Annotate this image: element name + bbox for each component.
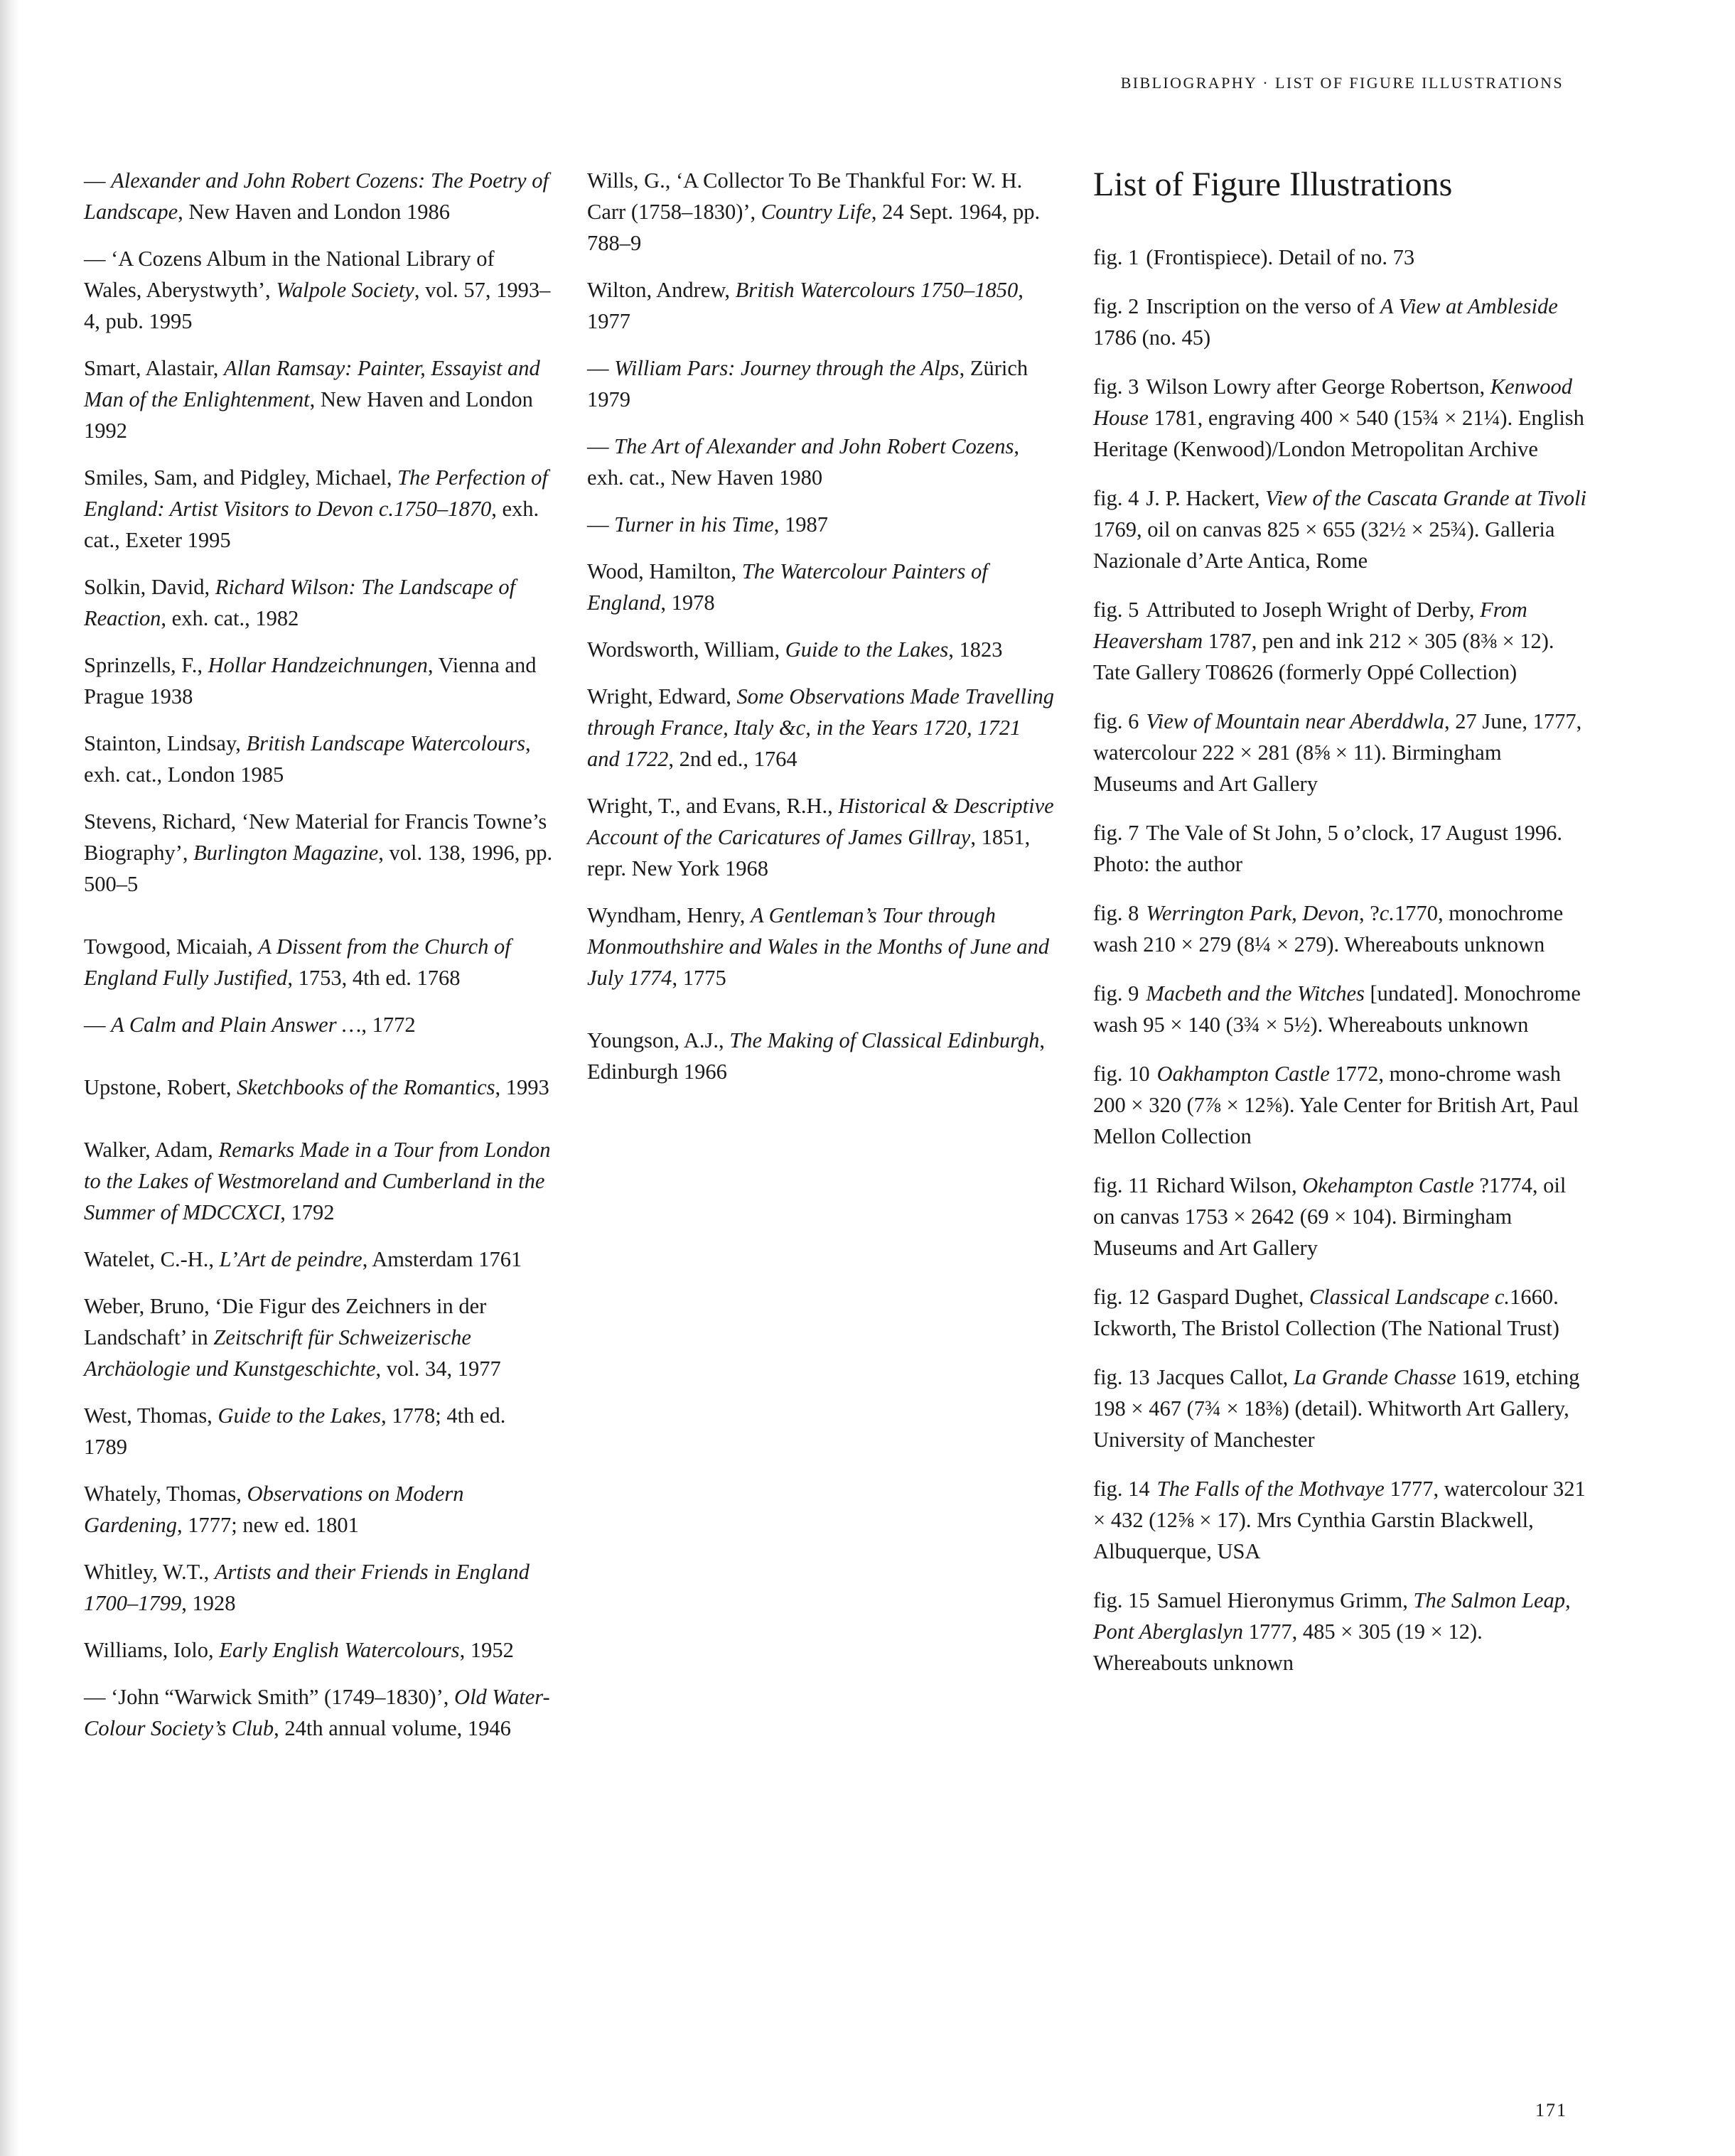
entry-text: , Edinburgh 1966 <box>587 1028 1045 1084</box>
bibliography-entry <box>587 556 1056 618</box>
figure-entry <box>1093 1281 1591 1344</box>
entry-text: , Amsterdam 1761 <box>362 1247 522 1271</box>
italic-title: The Salmon Leap, Pont Aberglaslyn <box>1093 1588 1571 1644</box>
italic-title: View of Mountain near Aberddwla <box>1146 709 1445 733</box>
entry-text: — <box>84 1013 112 1037</box>
figure-number: fig. 12 <box>1093 1285 1150 1309</box>
italic-title: From Heaversham <box>1093 598 1527 653</box>
italic-title: Zeitschrift für Schweizerische Archäologie und Kunstgeschichte <box>84 1325 471 1381</box>
entry-text: , exh. cat., 1982 <box>161 606 299 630</box>
bibliography-entry <box>587 274 1056 337</box>
figure-entry <box>1093 898 1591 960</box>
figure-number: fig. 5 <box>1093 598 1139 622</box>
italic-title: A View at Ambleside <box>1380 294 1558 318</box>
entry-text: , 1851, repr. New York 1968 <box>587 825 1031 880</box>
figure-entry <box>1093 1362 1591 1455</box>
italic-title: The Making of Classical Edinburgh <box>729 1028 1040 1052</box>
entry-text: Richard Wilson, <box>1156 1173 1303 1197</box>
figure-list-column <box>1093 165 1591 1696</box>
figure-entry <box>1093 371 1591 465</box>
bibliography-entry <box>587 509 1056 540</box>
entry-text: Wright, T., and Evans, R.H., <box>587 794 839 818</box>
entry-text: Inscription on the verso of <box>1146 294 1380 318</box>
entry-text: Solkin, David, <box>84 575 215 599</box>
entry-text: Jacques Callot, <box>1156 1365 1294 1389</box>
entry-text: , vol. 57, 1993–4, pub. 1995 <box>84 278 551 333</box>
entry-text: Williams, Iolo, <box>84 1638 220 1662</box>
bibliography-entry <box>587 165 1056 259</box>
bibliography-entry <box>84 1072 553 1103</box>
entry-text: , 1928 <box>181 1591 236 1615</box>
entry-text: 1777, 485 × 305 (19 × 12). Whereabouts unknown <box>1093 1619 1483 1675</box>
page-number: 171 <box>1535 2100 1567 2120</box>
bibliography-entry <box>84 1400 553 1462</box>
entry-text: 1769, oil on canvas 825 × 655 (32½ × 25¾). Galleria Nazionale d’Arte Antica, Rome <box>1093 517 1555 573</box>
entry-text: , 1952 <box>459 1638 514 1662</box>
page-gutter-shadow <box>0 0 20 2156</box>
entry-text: 1777, watercolour 321 × 432 (12⅝ × 17). Mrs Cynthia Garstin Blackwell, Albuquerque, USA <box>1093 1477 1586 1563</box>
figure-number: fig. 2 <box>1093 294 1139 318</box>
bibliography-entry <box>587 900 1056 993</box>
entry-text: , 24th annual volume, 1946 <box>274 1716 511 1740</box>
italic-title: Artists and their Friends in England 1700–1799 <box>84 1560 530 1615</box>
figure-entry <box>1093 706 1591 799</box>
entry-text: Samuel Hieronymus Grimm, <box>1156 1588 1414 1612</box>
italic-title: Allan Ramsay: Painter, Essayist and Man of the Enlightenment <box>84 356 540 411</box>
entry-text: , exh. cat., London 1985 <box>84 731 531 787</box>
italic-title: The Watercolour Painters of England <box>587 559 988 615</box>
figure-number: fig. 11 <box>1093 1173 1149 1197</box>
italic-title: A Gentleman’s Tour through Monmouthshire and Wales in the Months of June and July 1774 <box>587 903 1050 990</box>
entry-text: , 1778; 4th ed. 1789 <box>84 1403 506 1459</box>
entry-text: — ‘John “Warwick Smith” (1749–1830)’, <box>84 1685 455 1709</box>
figure-number: fig. 8 <box>1093 901 1139 925</box>
entry-text: Wordsworth, William, <box>587 637 785 662</box>
italic-title: Okehampton Castle <box>1302 1173 1474 1197</box>
italic-title: The Perfection of England: Artist Visitors to Devon c.1750–1870 <box>84 465 548 521</box>
bibliography-entry <box>587 352 1056 415</box>
bibliography-entry <box>84 352 553 446</box>
entry-text: , New Haven and London 1986 <box>178 200 451 224</box>
italic-title: La Grande Chasse <box>1293 1365 1456 1389</box>
bibliography-entry <box>84 650 553 712</box>
figure-entry <box>1093 1585 1591 1678</box>
figure-number: fig. 9 <box>1093 981 1139 1006</box>
entry-text: , 1993 <box>495 1075 549 1099</box>
figure-number: fig. 4 <box>1093 486 1139 510</box>
italic-title: Early English Watercolours <box>219 1638 460 1662</box>
italic-title: Kenwood House <box>1093 374 1573 430</box>
italic-title: Historical & Descriptive Account of the Caricatures of James Gillray <box>587 794 1054 849</box>
entry-text: , ? <box>1359 901 1380 925</box>
figure-number: fig. 3 <box>1093 374 1139 399</box>
figure-number: fig. 14 <box>1093 1477 1150 1501</box>
figure-entry <box>1093 483 1591 576</box>
figure-entry <box>1093 1170 1591 1263</box>
entry-text: Smart, Alastair, <box>84 356 224 380</box>
entry-text: Weber, Bruno, ‘Die Figur des Zeichners in der Landschaft’ in <box>84 1294 487 1349</box>
figure-number: fig. 1 <box>1093 245 1139 269</box>
entry-text: , vol. 34, 1977 <box>375 1357 501 1381</box>
italic-title: c. <box>1379 901 1395 925</box>
entry-text: Attributed to Joseph Wright of Derby, <box>1146 598 1481 622</box>
italic-title: Turner in his Time <box>614 512 774 537</box>
bibliography-entry <box>84 1556 553 1619</box>
bibliography-entry <box>84 243 553 337</box>
entry-text: Wills, G., ‘A Collector To Be Thankful For: W. H. Carr (1758–1830)’, <box>587 168 1023 224</box>
italic-title: The Falls of the Mothvaye <box>1156 1477 1385 1501</box>
entry-text: The Vale of St John, 5 o’clock, 17 August 1996. Photo: the author <box>1093 821 1563 876</box>
entry-text: Watelet, C.-H., <box>84 1247 220 1271</box>
bibliography-entry <box>84 728 553 790</box>
figure-number: fig. 7 <box>1093 821 1139 845</box>
bibliography-entry <box>84 1009 553 1040</box>
figure-number: fig. 10 <box>1093 1062 1150 1086</box>
entry-text: 1770, monochrome wash 210 × 279 (8¼ × 279). Whereabouts unknown <box>1093 901 1564 956</box>
entry-text: West, Thomas, <box>84 1403 218 1428</box>
bibliography-entry <box>84 1244 553 1275</box>
italic-title: Alexander and John Robert Cozens: The Poetry of Landscape <box>84 168 549 224</box>
italic-title: L’Art de peindre <box>219 1247 362 1271</box>
entry-text: Upstone, Robert, <box>84 1075 237 1099</box>
section-title: List of Figure Illustrations <box>1093 166 1453 203</box>
italic-title: Walpole Society <box>276 278 414 302</box>
entry-text: , 1775 <box>672 966 726 990</box>
bibliography-entry <box>84 1634 553 1666</box>
italic-title: British Landscape Watercolours <box>246 731 526 755</box>
entry-text: Wyndham, Henry, <box>587 903 751 927</box>
entry-text: , 1792 <box>280 1200 335 1224</box>
entry-text: , New Haven and London 1992 <box>84 387 533 443</box>
entry-text: — <box>84 168 112 193</box>
entry-text: , 1753, 4th ed. 1768 <box>287 966 461 990</box>
italic-title: Old Water-Colour Society’s Club <box>84 1685 550 1740</box>
italic-title: Guide to the Lakes <box>785 637 949 662</box>
entry-text: 1660. Ickworth, The Bristol Collection (The National Trust) <box>1093 1285 1559 1340</box>
italic-title: Werrington Park, Devon <box>1146 901 1359 925</box>
figure-entry <box>1093 1473 1591 1567</box>
entry-text: Stainton, Lindsay, <box>84 731 247 755</box>
bibliography-entry <box>84 806 553 900</box>
italic-title: Country Life <box>761 200 871 224</box>
figure-entry <box>1093 291 1591 353</box>
italic-title: A Calm and Plain Answer … <box>111 1013 362 1037</box>
entry-text: , 1772 <box>361 1013 416 1037</box>
figure-list <box>1093 242 1591 1678</box>
bibliography-entry <box>587 634 1056 665</box>
figure-number: fig. 6 <box>1093 709 1139 733</box>
figure-entry <box>1093 978 1591 1040</box>
bibliography-entry <box>84 1290 553 1384</box>
entry-text: , exh. cat., Exeter 1995 <box>84 497 539 552</box>
italic-title: Oakhampton Castle <box>1156 1062 1330 1086</box>
entry-text: Sprinzells, F., <box>84 653 208 677</box>
entry-text: Whitley, W.T., <box>84 1560 215 1584</box>
entry-text: , 1823 <box>948 637 1003 662</box>
entry-text: , vol. 138, 1996, pp. 500–5 <box>84 841 553 896</box>
italic-title: Richard Wilson: The Landscape of Reaction <box>84 575 516 630</box>
bibliography-entry <box>587 790 1056 884</box>
entry-text: 1781, engraving 400 × 540 (15¾ × 21¼). English Heritage (Kenwood)/London Metropolitan Archive <box>1093 406 1584 461</box>
bibliography-entry <box>84 1134 553 1228</box>
bibliography-entry <box>587 1025 1056 1087</box>
entry-text: , Zürich 1979 <box>587 356 1028 411</box>
entry-text: Wright, Edward, <box>587 684 737 708</box>
italic-title: Remarks Made in a Tour from London to the Lakes of Westmoreland and Cumberland in the Summer of MDCCXCI <box>84 1138 551 1224</box>
figure-number: fig. 13 <box>1093 1365 1150 1389</box>
entry-text: , 24 Sept. 1964, pp. 788–9 <box>587 200 1041 255</box>
entry-text: ?1774, oil on canvas 1753 × 2642 (69 × 104). Birmingham Museums and Art Gallery <box>1093 1173 1567 1260</box>
bibliography-entry <box>84 165 553 227</box>
entry-text: Youngson, A.J., <box>587 1028 730 1052</box>
entry-text: [undated]. Monochrome wash 95 × 140 (3¾ × 5½). Whereabouts unknown <box>1093 981 1581 1037</box>
entry-text: Stevens, Richard, ‘New Material for Francis Towne’s Biography’, <box>84 809 547 865</box>
entry-text: , 1987 <box>773 512 828 537</box>
entry-text: — <box>587 512 615 537</box>
entry-text: — ‘A Cozens Album in the National Library of Wales, Aberystwyth’, <box>84 247 495 302</box>
entry-text: 1787, pen and ink 212 × 305 (8⅜ × 12). Tate Gallery T08626 (formerly Oppé Collection) <box>1093 629 1554 684</box>
italic-title: Some Observations Made Travelling through France, Italy &c, in the Years 1720, 1721 and 1722 <box>587 684 1054 771</box>
entry-text: 1619, etching 198 × 467 (7¾ × 18⅜) (detail). Whitworth Art Gallery, University of Manchester <box>1093 1365 1580 1452</box>
figure-entry <box>1093 817 1591 880</box>
entry-text: (Frontispiece). Detail of no. 73 <box>1146 245 1415 269</box>
entry-text: , 1978 <box>660 591 715 615</box>
entry-text: 1772, mono-chrome wash 200 × 320 (7⅞ × 12⅝). Yale Center for British Art, Paul Mellon Collection <box>1093 1062 1579 1148</box>
entry-text: Walker, Adam, <box>84 1138 219 1162</box>
italic-title: Classical Landscape c. <box>1309 1285 1510 1309</box>
entry-text: Smiles, Sam, and Pidgley, Michael, <box>84 465 398 490</box>
figure-entry <box>1093 1058 1591 1152</box>
figure-entry <box>1093 242 1591 273</box>
italic-title: British Watercolours 1750–1850 <box>735 278 1019 302</box>
entry-text: , 2nd ed., 1764 <box>668 747 797 771</box>
italic-title: Burlington Magazine <box>193 841 379 865</box>
entry-text: 1786 (no. 45) <box>1093 325 1211 350</box>
entry-text: Wilton, Andrew, <box>587 278 736 302</box>
entry-text: J. P. Hackert, <box>1146 486 1266 510</box>
entry-text: Towgood, Micaiah, <box>84 934 259 959</box>
entry-text: , 1777; new ed. 1801 <box>177 1513 359 1537</box>
italic-title: Observations on Modern Gardening <box>84 1482 464 1537</box>
italic-title: A Dissent from the Church of England Fully Justified <box>84 934 511 990</box>
bibliography-entry <box>84 571 553 634</box>
entry-text: , Vienna and Prague 1938 <box>84 653 537 708</box>
entry-text: Whately, Thomas, <box>84 1482 247 1506</box>
bibliography-entry <box>587 431 1056 493</box>
figure-number: fig. 15 <box>1093 1588 1150 1612</box>
entry-text: — <box>587 356 615 380</box>
italic-title: View of the Cascata Grande at Tivoli <box>1265 486 1586 510</box>
bibliography-entry <box>84 1681 553 1744</box>
italic-title: Guide to the Lakes <box>217 1403 381 1428</box>
entry-text: , 27 June, 1777, watercolour 222 × 281 (8⅝ × 11). Birmingham Museums and Art Gallery <box>1093 709 1582 796</box>
entry-text: Wood, Hamilton, <box>587 559 742 583</box>
italic-title: Macbeth and the Witches <box>1146 981 1365 1006</box>
entry-text: Wilson Lowry after George Robertson, <box>1146 374 1490 399</box>
italic-title: William Pars: Journey through the Alps <box>614 356 960 380</box>
italic-title: Sketchbooks of the Romantics <box>237 1075 495 1099</box>
entry-text: , exh. cat., New Haven 1980 <box>587 434 1019 490</box>
bibliography-entry <box>84 931 553 993</box>
bibliography-entry <box>84 462 553 556</box>
bibliography-column-2 <box>587 165 1056 1103</box>
bibliography-entry <box>84 1478 553 1541</box>
italic-title: The Art of Alexander and John Robert Cozens <box>614 434 1014 458</box>
entry-text: — <box>587 434 615 458</box>
italic-title: Hollar Handzeichnungen <box>208 653 428 677</box>
bibliography-column-1 <box>84 165 553 1759</box>
running-head: BIBLIOGRAPHY · LIST OF FIGURE ILLUSTRATIONS <box>1120 74 1564 92</box>
entry-text: Gaspard Dughet, <box>1156 1285 1309 1309</box>
entry-text: , 1977 <box>587 278 1024 333</box>
figure-entry <box>1093 594 1591 688</box>
bibliography-entry <box>587 681 1056 775</box>
